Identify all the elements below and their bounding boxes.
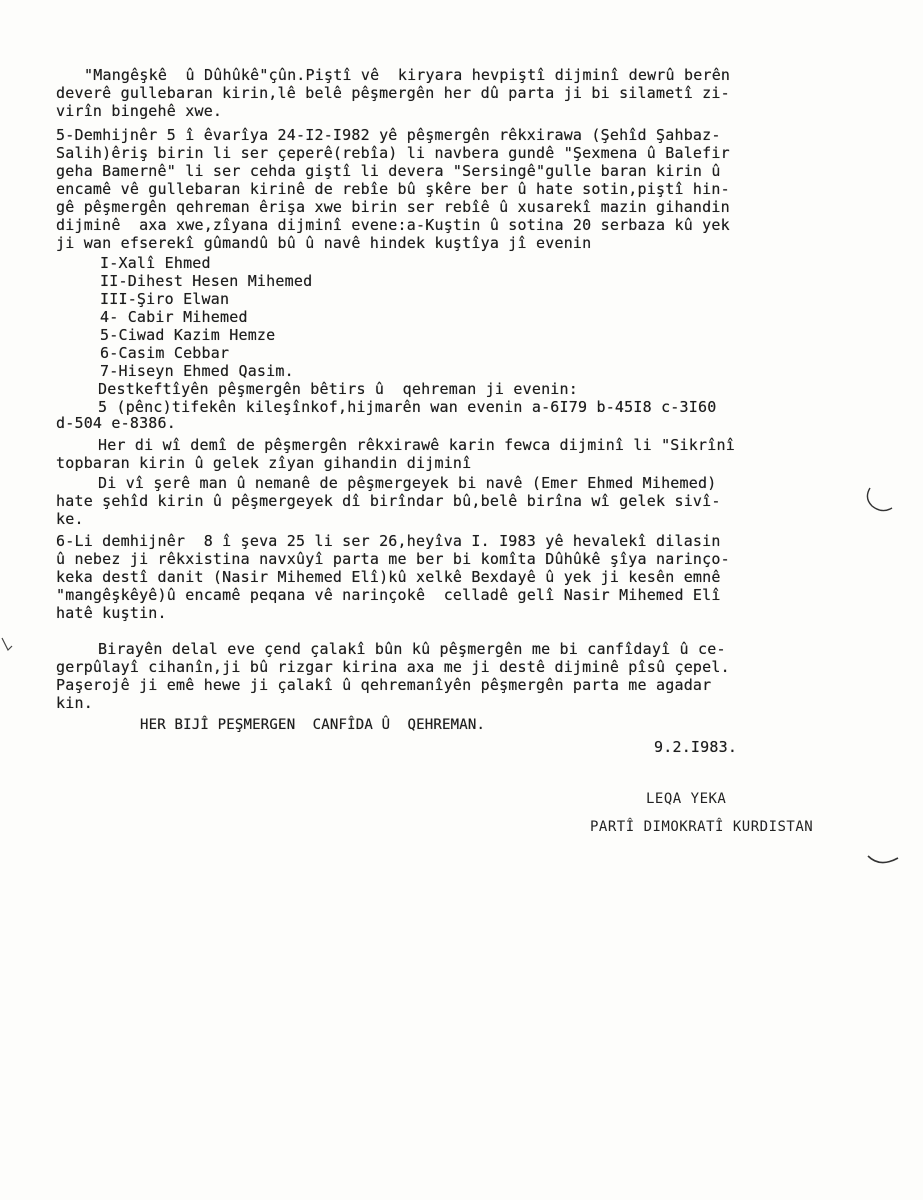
closing-slogan: HER BIJÎ PEŞMERGEN CANFÎDA Û QEHREMAN.: [140, 717, 486, 733]
bracket-mark: [862, 484, 896, 518]
signature-line-1: LEQA YEKA: [646, 791, 727, 807]
text-line: "Mangêşkê û Dûhûkê"çûn.Piştî vê kiryara hevpiştî dijminî dewrû berên: [84, 66, 731, 84]
text-line: kin.: [56, 694, 93, 712]
margin-mark: [0, 636, 14, 656]
text-line: Salih)êriş birin li ser çeperê(rebîa) li navbera gundê "Şexmena û Balefir: [56, 144, 730, 162]
list-item: I-Xalî Ehmed: [100, 254, 211, 272]
text-line: topbaran kirin û gelek zîyan gihandin dijminî: [56, 454, 472, 472]
text-line: û nebez ji rêkxistina navxûyî parta me ber bi komîta Dûhûkê şîya narinço-: [56, 550, 730, 568]
text-line: gê pêşmergên qehreman êrişa xwe birin ser rebîê û xusarekî mazin gihandin: [56, 198, 730, 216]
text-line: hate şehîd kirin û pêşmergeyek dî birîndar bû,belê birîna wî gelek sivî-: [56, 492, 721, 510]
text-line: encamê vê gullebaran kirinê de rebîe bû şkêre ber û hate sotin,piştî hin-: [56, 180, 730, 198]
text-line: 5 (pênc)tifekên kileşînkof,hijmarên wan evenin a-6I79 b-45I8 c-3I60: [98, 398, 717, 416]
list-item: II-Dihest Hesen Mihemed: [100, 272, 313, 290]
text-line: ji wan efserekî gûmandû bû û navê hindek kuştîya jî evenin: [56, 234, 592, 252]
text-line: d-504 e-8386.: [56, 414, 176, 432]
list-item: 4- Cabir Mihemed: [100, 308, 248, 326]
list-item: 6-Casim Cebbar: [100, 344, 230, 362]
text-line: virîn bingehê xwe.: [56, 102, 223, 120]
text-line: ke.: [56, 510, 84, 528]
text-line: Paşerojê ji emê hewe ji çalakî û qehremanîyên pêşmergên parta me agadar: [56, 676, 712, 694]
text-line: "mangêşkêyê)û encamê peqana vê narinçokê celladê gelî Nasir Mihemed Elî: [56, 586, 721, 604]
text-line: 5-Demhijnêr 5 î êvarîya 24-I2-I982 yê pêşmergên rêkxirawa (Şehîd Şahbaz-: [56, 126, 721, 144]
text-line: Di vî şerê man û nemanê de pêşmergeyek bi navê (Emer Ehmed Mihemed): [98, 474, 717, 492]
list-item: 7-Hiseyn Ehmed Qasim.: [100, 362, 294, 380]
document-date: 9.2.I983.: [654, 738, 738, 756]
text-line: hatê kuştin.: [56, 604, 167, 622]
text-line: deverê gullebaran kirin,lê belê pêşmergên her dû parta ji bi silametî zi-: [56, 84, 730, 102]
list-item: III-Şiro Elwan: [100, 290, 230, 308]
bracket-mark: [866, 846, 902, 870]
text-line: Destkeftîyên pêşmergên bêtirs û qehreman ji evenin:: [98, 380, 578, 398]
text-line: Birayên delal eve çend çalakî bûn kû pêşmergên me bi canfîdayî û ce-: [98, 640, 726, 658]
text-line: dijminê axa xwe,zîyana dijminî evene:a-Kuştin û sotina 20 serbaza kû yek: [56, 216, 730, 234]
text-line: 6-Li demhijnêr 8 î şeva 25 li ser 26,heyîva I. I983 yê hevalekî dilasin: [56, 532, 721, 550]
text-line: geha Bamernê" li ser cehda giştî li devera "Sersingê"gulle baran kirin û: [56, 162, 721, 180]
list-item: 5-Ciwad Kazim Hemze: [100, 326, 276, 344]
text-line: Her di wî demî de pêşmergên rêkxirawê karin fewca dijminî li "Sikrînî: [98, 436, 735, 454]
text-line: gerpûlayî cihanîn,ji bû rizgar kirina axa me ji destê dijminê pîsû çepel.: [56, 658, 730, 676]
text-line: keka destî danit (Nasir Mihemed Elî)kû xelkê Bexdayê û yek ji kesên emnê: [56, 568, 721, 586]
signature-line-2: PARTÎ DIMOKRATÎ KURDISTAN: [590, 819, 814, 835]
